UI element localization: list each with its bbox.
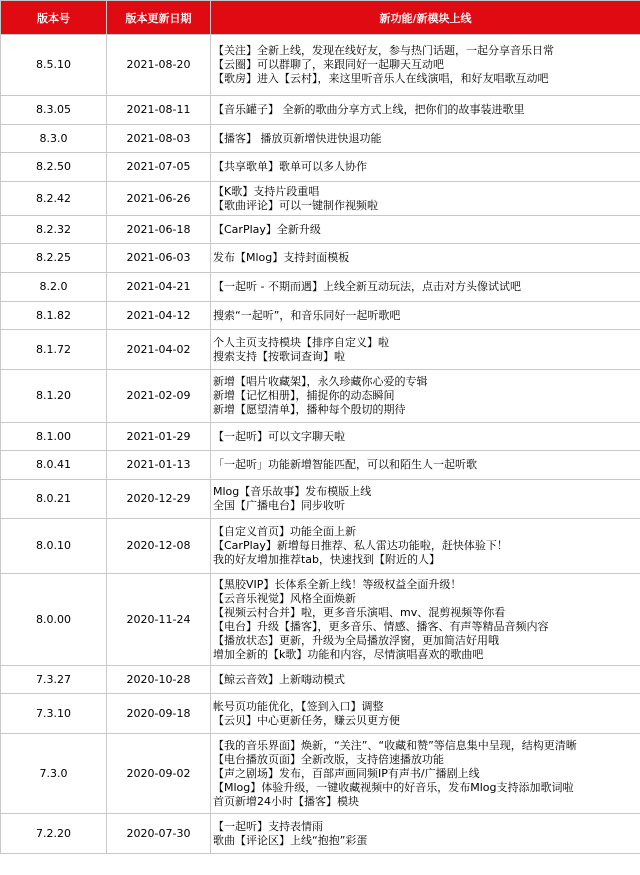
date-cell: 2021-06-03 — [107, 244, 211, 273]
version-cell: 8.0.10 — [1, 519, 107, 574]
features-cell — [211, 814, 640, 854]
feature-line: 【K歌】支持片段重唱 — [213, 184, 320, 198]
version-cell: 8.3.05 — [1, 96, 107, 125]
version-cell: 7.3.10 — [1, 694, 107, 734]
feature-line: 【CarPlay】新增每日推荐、私人雷达功能啦，赶快体验下！ — [213, 539, 508, 552]
features-cell — [211, 734, 640, 814]
table-row — [1, 125, 640, 153]
date-cell: 2021-07-05 — [107, 153, 211, 182]
version-cell: 7.3.0 — [1, 734, 107, 814]
features-cell — [211, 451, 640, 480]
feature-line: 「一起听」功能新增智能匹配，可以和陌生人一起听歌 — [213, 458, 477, 471]
features-cell — [211, 125, 640, 153]
date-cell: 2021-04-02 — [107, 330, 211, 370]
table-row — [1, 480, 640, 519]
feature-line: 新增【愿望清单】，播种每个殷切的期待 — [213, 403, 406, 416]
version-cell: 8.3.0 — [1, 125, 107, 153]
header-date: 版本更新日期 — [107, 1, 211, 35]
feature-line: 【视频云村合并】啦，更多音乐演唱、mv、混剪视频等你看 — [213, 605, 506, 619]
version-cell: 8.5.10 — [1, 35, 107, 96]
date-cell: 2020-09-18 — [107, 694, 211, 734]
feature-line: 新增【记忆相册】，捕捉你的动态瞬间 — [213, 389, 395, 402]
features-cell — [211, 273, 640, 302]
feature-line: 增加全新的【k歌】功能和内容，尽情演唱喜欢的歌曲吧 — [213, 647, 484, 661]
feature-line: 【共享歌单】歌单可以多人协作 — [213, 160, 367, 173]
table-row — [1, 734, 640, 814]
date-cell: 2021-08-03 — [107, 125, 211, 153]
feature-line: 【歌曲评论】可以一键制作视频啦 — [213, 198, 378, 212]
version-cell: 7.2.20 — [1, 814, 107, 854]
features-cell — [211, 519, 640, 574]
header-row — [1, 1, 640, 35]
version-cell: 8.2.25 — [1, 244, 107, 273]
feature-line: 个人主页支持模块【排序自定义】啦 — [213, 335, 389, 349]
table-row — [1, 423, 640, 451]
table-row — [1, 370, 640, 423]
feature-line: 【Mlog】体验升级，一键收藏视频中的好音乐，发布Mlog支持添加歌词啦 — [213, 780, 574, 794]
feature-line: 【声之剧场】发布，百部声画同频IP有声书/广播剧上线 — [213, 766, 480, 780]
table-row — [1, 182, 640, 216]
table-row — [1, 302, 640, 330]
date-cell: 2020-11-24 — [107, 574, 211, 666]
feature-line: 【播放状态】更新，升级为全局播放浮窗，更加简洁好用哦 — [213, 633, 499, 647]
features-cell — [211, 480, 640, 519]
table-row — [1, 35, 640, 96]
version-cell: 8.0.21 — [1, 480, 107, 519]
version-cell: 8.1.72 — [1, 330, 107, 370]
date-cell: 2021-04-21 — [107, 273, 211, 302]
feature-line: 我的好友增加推荐tab，快速找到【附近的人】 — [213, 553, 441, 566]
date-cell: 2021-06-26 — [107, 182, 211, 216]
date-cell: 2021-08-11 — [107, 96, 211, 125]
feature-line: 【云贝】中心更新任务，赚云贝更方便 — [213, 713, 400, 727]
table-row — [1, 216, 640, 244]
features-cell — [211, 96, 640, 125]
feature-line: Mlog【音乐故事】发布模版上线 — [213, 485, 372, 498]
version-cell: 7.3.27 — [1, 666, 107, 694]
feature-line: 【鲸云音效】上新嗨动模式 — [213, 672, 345, 686]
date-cell: 2020-10-28 — [107, 666, 211, 694]
version-cell: 8.0.41 — [1, 451, 107, 480]
feature-line: 帐号页功能优化，【签到入口】调整 — [213, 699, 384, 713]
feature-line: 【云圈】可以群聊了，来跟同好一起聊天互动吧 — [213, 58, 444, 71]
table-row — [1, 814, 640, 854]
date-cell: 2021-08-20 — [107, 35, 211, 96]
table-row — [1, 96, 640, 125]
features-cell — [211, 370, 640, 423]
date-cell: 2021-01-13 — [107, 451, 211, 480]
features-cell — [211, 694, 640, 734]
feature-line: 搜索“一起听”，和音乐同好一起听歌吧 — [213, 308, 401, 322]
feature-line: 【自定义首页】功能全面上新 — [213, 525, 356, 538]
table-row — [1, 244, 640, 273]
features-cell — [211, 244, 640, 273]
features-cell — [211, 35, 640, 96]
features-cell — [211, 182, 640, 216]
date-cell: 2021-04-12 — [107, 302, 211, 330]
version-cell: 8.2.32 — [1, 216, 107, 244]
features-cell — [211, 330, 640, 370]
feature-line: 【黑胶VIP】长体系全新上线！等级权益全面升级！ — [213, 577, 462, 591]
table-row — [1, 330, 640, 370]
version-cell: 8.0.00 — [1, 574, 107, 666]
table-row — [1, 574, 640, 666]
date-cell: 2020-12-08 — [107, 519, 211, 574]
feature-line: 新增【唱片收藏架】，永久珍藏你心爱的专辑 — [213, 375, 428, 388]
table-row — [1, 273, 640, 302]
feature-line: 【一起听 - 不期而遇】上线全新互动玩法，点击对方头像试试吧 — [213, 280, 521, 293]
features-cell — [211, 574, 640, 666]
feature-line: 【歌房】进入【云村】，来这里听音乐人在线演唱，和好友唱歌互动吧 — [213, 72, 549, 85]
version-cell: 8.1.20 — [1, 370, 107, 423]
feature-line: 【音乐罐子】 全新的歌曲分享方式上线，把你们的故事装进歌里 — [213, 103, 525, 116]
date-cell: 2021-02-09 — [107, 370, 211, 423]
table-row — [1, 519, 640, 574]
date-cell: 2020-12-29 — [107, 480, 211, 519]
features-cell — [211, 216, 640, 244]
header-features: 新功能/新模块上线 — [211, 1, 640, 35]
feature-line: 【电台】升级【播客】，更多音乐、情感、播客、有声等精品音频内容 — [213, 619, 549, 633]
table-row — [1, 451, 640, 480]
features-cell — [211, 423, 640, 451]
feature-line: 发布【Mlog】支持封面模板 — [213, 251, 350, 264]
header-version: 版本号 — [1, 1, 107, 35]
features-cell — [211, 302, 640, 330]
feature-line: 【云音乐视觉】风格全面焕新 — [213, 591, 356, 605]
version-cell: 8.2.50 — [1, 153, 107, 182]
version-cell: 8.2.42 — [1, 182, 107, 216]
table-row — [1, 666, 640, 694]
date-cell: 2021-01-29 — [107, 423, 211, 451]
features-cell — [211, 666, 640, 694]
feature-line: 【电台播放页面】全新改版，支持倍速播放功能 — [213, 752, 444, 766]
feature-line: 【关注】全新上线，发现在线好友，参与热门话题，一起分享音乐日常 — [213, 44, 554, 57]
version-cell: 8.1.82 — [1, 302, 107, 330]
date-cell: 2021-06-18 — [107, 216, 211, 244]
feature-line: 【播客】 播放页新增快进快退功能 — [213, 131, 382, 145]
version-cell: 8.2.0 — [1, 273, 107, 302]
table-row — [1, 153, 640, 182]
feature-line: 首页新增24小时【播客】模块 — [213, 794, 359, 808]
features-cell — [211, 153, 640, 182]
date-cell: 2020-07-30 — [107, 814, 211, 854]
table-row — [1, 694, 640, 734]
table-body — [1, 35, 640, 854]
feature-line: 【我的音乐界面】焕新，“关注”、“收藏和赞”等信息集中呈现，结构更清晰 — [213, 738, 577, 752]
date-cell: 2020-09-02 — [107, 734, 211, 814]
feature-line: 歌曲【评论区】上线“抱抱”彩蛋 — [213, 833, 368, 847]
feature-line: 【一起听】支持表情雨 — [213, 819, 323, 833]
feature-line: 全国【广播电台】同步收听 — [213, 499, 345, 512]
feature-line: 【CarPlay】全新升级 — [213, 222, 321, 236]
version-cell: 8.1.00 — [1, 423, 107, 451]
feature-line: 搜索支持【按歌词查询】啦 — [213, 349, 345, 363]
feature-line: 【一起听】可以文字聊天啦 — [213, 429, 345, 443]
